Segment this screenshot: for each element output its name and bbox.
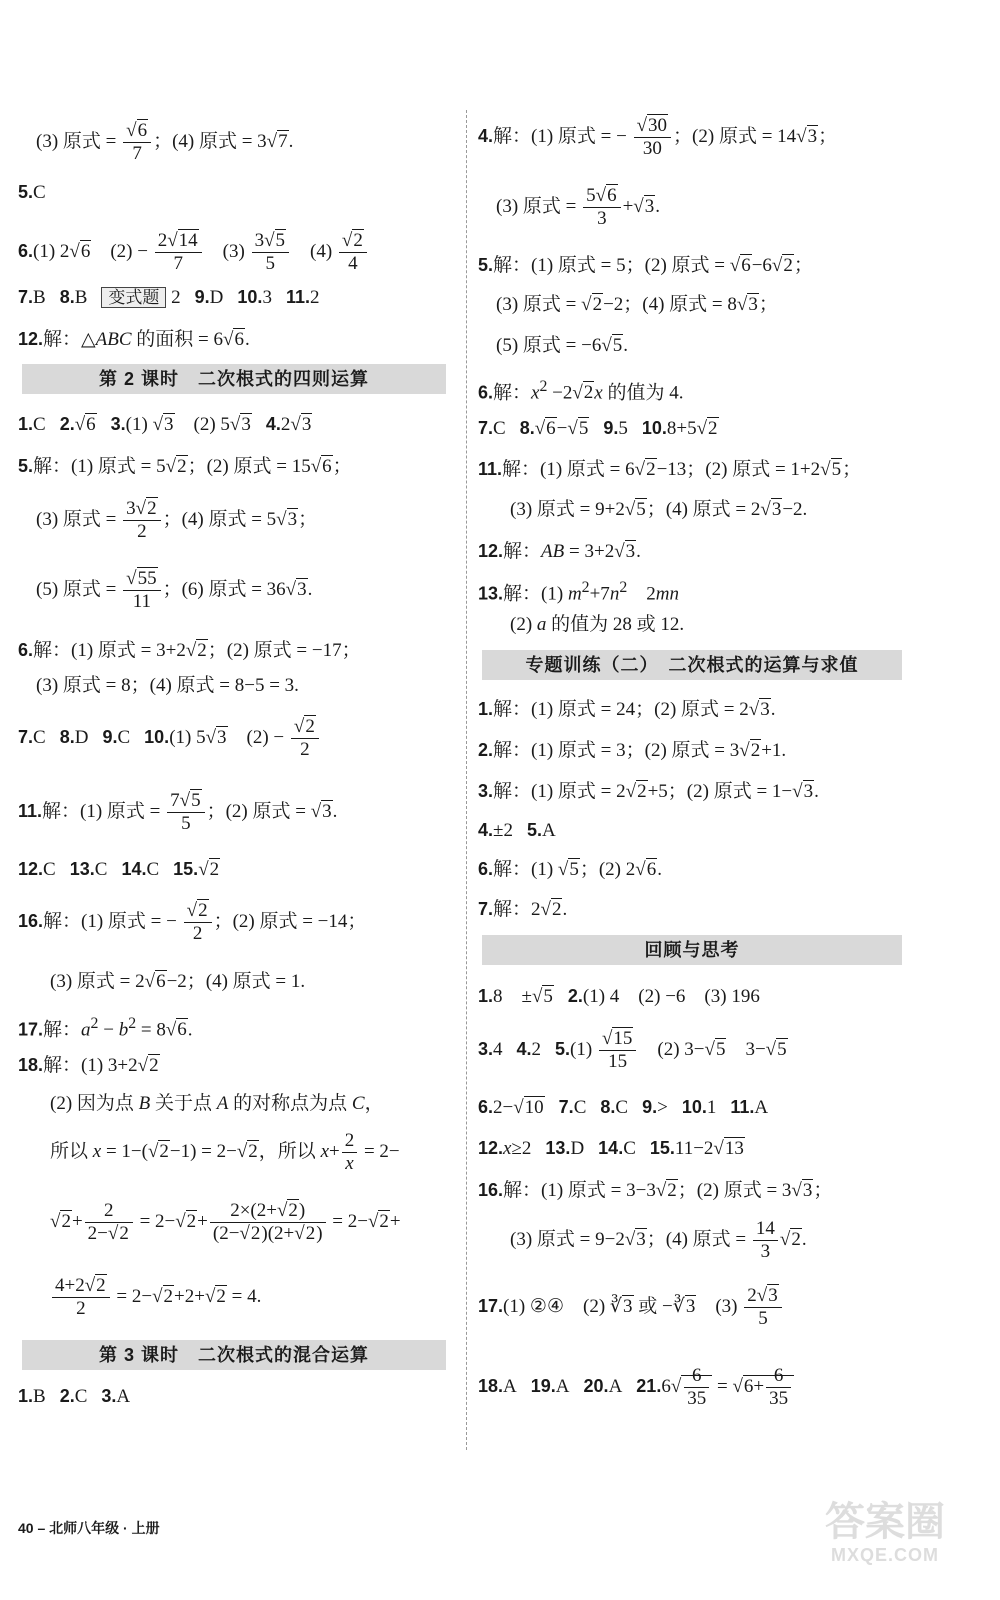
variant-badge: 变式题 bbox=[101, 287, 166, 308]
page-footer: 40 – 北师八年级 · 上册 bbox=[18, 1520, 160, 1536]
answer-line: (3) 原式 = √2−2；(4) 原式 = 8√3； bbox=[496, 294, 778, 315]
answer-17: 17.解：$a^2 - b^2 = 8√6$. bbox=[18, 1015, 193, 1041]
answer-3-5: 3.4 4.2 5.(1) $\frac{√15}{15}$ (2) 3−√5 3−√5 bbox=[478, 1028, 787, 1072]
answer-line: $\frac{4+2√2}{2}$ = 2−√2+2+√2 = 4. bbox=[18, 1275, 261, 1320]
answer-11: 11.解：(1) 原式 = $\frac{7√5}{5}$ ；(2) 原式 = √3. bbox=[18, 790, 338, 834]
answer-13: 13.解：(1) $m^2+7n^2$ 2mn bbox=[478, 579, 679, 605]
answer-12: 12.解：△ABC 的面积 = 6√6. bbox=[18, 329, 250, 350]
answer-18: 18.解：(1) 3+2√2 bbox=[18, 1055, 159, 1076]
answer-line: (3) 原式 = 9+2√5；(4) 原式 = 2√3−2. bbox=[510, 499, 808, 520]
answer-6: 6.解：$x^2 -2√2x$ 的值为 4. bbox=[478, 378, 684, 404]
answer-6: 6.解：(1) √5；(2) 2√6. bbox=[478, 859, 662, 880]
answer-16: 16.解：(1) 原式 = − $\frac{√2}{2}$ ；(2) 原式 = −14； bbox=[18, 900, 367, 944]
answer-line: (3) 原式 = 9−2√3；(4) 原式 = $\frac{14}{3}$ √2. bbox=[510, 1218, 807, 1262]
section-title-review: 回顾与思考 bbox=[482, 935, 902, 965]
answer-3: 3.解：(1) 原式 = 2√2+5；(2) 原式 = 1−√3. bbox=[478, 781, 819, 802]
answer-line: (2) 因为点 B 关于点 A 的对称点为点 C， bbox=[50, 1093, 384, 1114]
answer-7-11: 7.B 8.B 变式题 2 9.D 10.3 11.2 bbox=[18, 287, 320, 308]
answer-6-11: 6.2−√10 7.C 8.C 9.> 10.1 11.A bbox=[478, 1097, 769, 1118]
answer-1-3: 1.B 2.C 3.A bbox=[18, 1386, 131, 1407]
answer-12-15: 12.C 13.C 14.C 15.√2 bbox=[18, 859, 220, 880]
answer-17: 17.(1) ②④ (2) ∛3 或 −∛3 (3) $\frac{2√3}{5}$ bbox=[478, 1285, 784, 1330]
section-title-lesson-3: 第 3 课时 二次根式的混合运算 bbox=[22, 1340, 446, 1370]
answer-line: (3) 原式 = 8；(4) 原式 = 8−5 = 3. bbox=[36, 675, 299, 696]
answer-line: (3) 原式 = 2√6−2；(4) 原式 = 1. bbox=[50, 971, 306, 992]
answer-1: 1.解：(1) 原式 = 24；(2) 原式 = 2√3. bbox=[478, 699, 776, 720]
answer-6: 6.解：(1) 原式 = 3+2√2；(2) 原式 = −17； bbox=[18, 640, 361, 661]
answer-12-15: 12.x≥2 13.D 14.C 15.11−2√13 bbox=[478, 1138, 744, 1159]
answer-5: 5.解：(1) 原式 = 5；(2) 原式 = √6−6√2； bbox=[478, 255, 813, 276]
answer-line: (3) 原式 = $\frac{3√2}{2}$ ；(4) 原式 = 5√3； bbox=[36, 498, 318, 542]
answer-1-2: 1.8 ±√5 2.(1) 4 (2) −6 (3) 196 bbox=[478, 986, 760, 1007]
section-title-special-training: 专题训练（二） 二次根式的运算与求值 bbox=[482, 650, 902, 680]
answer-2: 2.解：(1) 原式 = 3；(2) 原式 = 3√2+1. bbox=[478, 740, 787, 761]
answer-line: (5) 原式 = −6√5. bbox=[496, 335, 629, 356]
answer-16: 16.解：(1) 原式 = 3−3√2；(2) 原式 = 3√3； bbox=[478, 1180, 833, 1201]
answer-4-5: 4.±2 5.A bbox=[478, 820, 556, 841]
book-title: 北师八年级 · 上册 bbox=[49, 1520, 160, 1536]
watermark-logo bbox=[810, 1500, 960, 1570]
answer-line: (5) 原式 = $\frac{√55}{11}$ ；(6) 原式 = 36√3. bbox=[36, 568, 313, 612]
answer-4: 4.解：(1) 原式 = − $\frac{√30}{30}$ ；(2) 原式 = 14√3； bbox=[478, 115, 838, 159]
answer-7: 7.解：2√2. bbox=[478, 899, 568, 920]
answer-11: 11.解：(1) 原式 = 6√2−13；(2) 原式 = 1+2√5； bbox=[478, 459, 862, 480]
answer-line: (2) a 的值为 28 或 12. bbox=[510, 614, 685, 635]
answer-5: 5.C bbox=[18, 182, 46, 203]
answer-line: 所以 x = 1−(√2−1) = 2−√2，所以 x+ $\frac{2}{x}$ = 2− bbox=[50, 1130, 400, 1174]
column-divider bbox=[466, 110, 467, 1450]
answer-7-10: 7.C 8.D 9.C 10.(1) 5√3 (2) − $\frac{√2}{2}$ bbox=[18, 716, 321, 761]
watermark-text: 答案圈 bbox=[825, 1500, 945, 1544]
answer-18-21: 18.A 19.A 20.A 21.6√ $\frac{6}{35}$ = √6+ $\frac{6}{35}$ bbox=[478, 1365, 794, 1410]
answer-12: 12.解：AB = 3+2√3. bbox=[478, 541, 641, 562]
answer-5: 5.解：(1) 原式 = 5√2；(2) 原式 = 15√6； bbox=[18, 456, 352, 477]
watermark-url: MXQE.COM bbox=[830, 1545, 939, 1565]
answer-line: √2+ $\frac{2}{2-√2}$ = 2−√2+ $\frac{2\times(2+√2)}{(2-√2)(2+√2)}$ = 2−√2+ bbox=[50, 1200, 401, 1244]
answer-line: (3) 原式 = $\frac{5√6}{3}$ +√3. bbox=[496, 185, 660, 229]
answer-line: (3) 原式 = $\frac{√6}{7}$ ；(4) 原式 = 3√7. bbox=[36, 120, 294, 164]
answer-7-10: 7.C 8.√6−√5 9.5 10.8+5√2 bbox=[478, 418, 718, 439]
answer-6: 6.(1) 2√6 (2) − $\frac{2√14}{7}$ (3) $\frac{3√5}{5}$ (4) $\frac{√2}{4}$ bbox=[18, 230, 369, 275]
page-number: 40 bbox=[18, 1520, 34, 1536]
answer-1-4: 1.C 2.√6 3.(1) √3 (2) 5√3 4.2√3 bbox=[18, 414, 312, 435]
section-title-lesson-2: 第 2 课时 二次根式的四则运算 bbox=[22, 364, 446, 394]
